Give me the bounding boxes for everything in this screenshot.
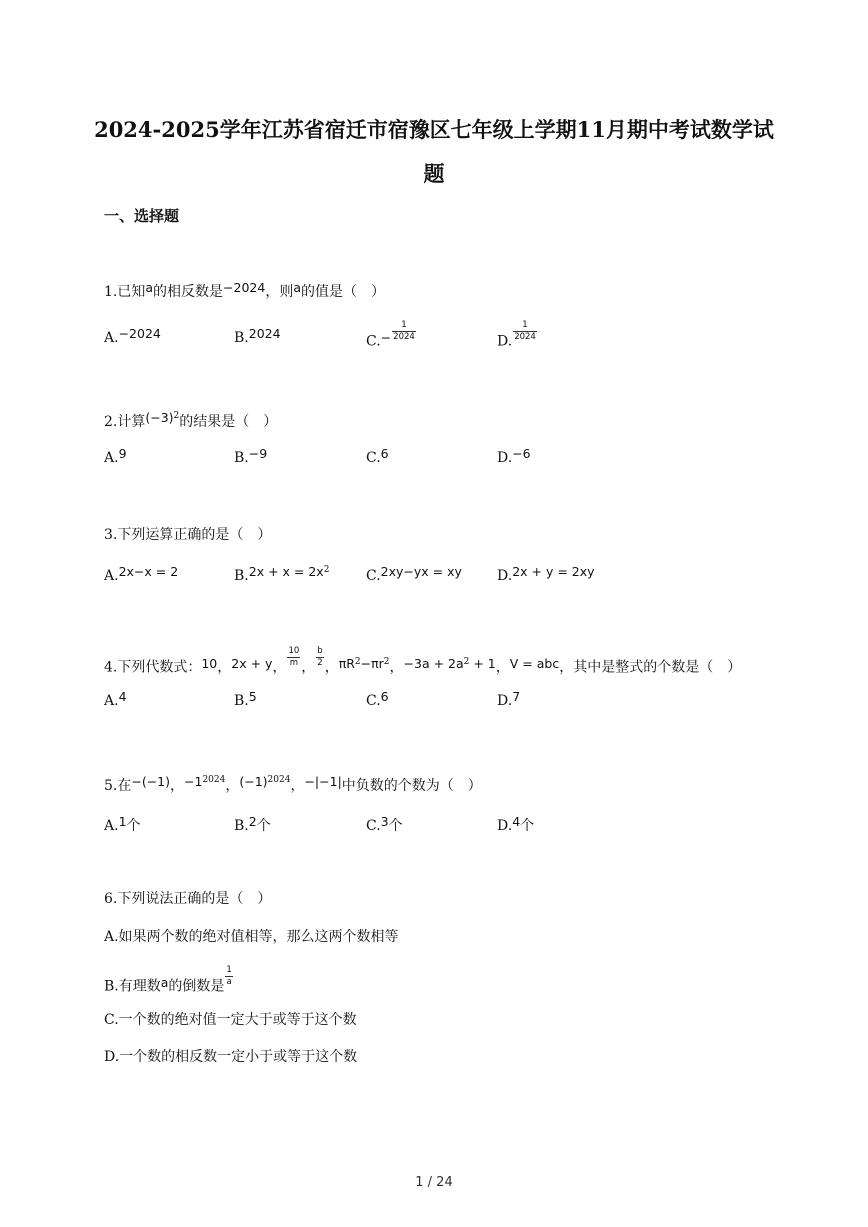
q1-options: [104, 320, 764, 354]
q4-sep: ，: [301, 659, 316, 676]
q5-math: −(−1): [131, 774, 171, 789]
option-math: 4: [512, 814, 521, 829]
q4-sep: ，: [324, 659, 339, 676]
option-c: [366, 446, 389, 466]
option-math: 2024: [248, 326, 281, 341]
q4-text: 4.下列代数式：: [104, 659, 202, 676]
option-math: 6: [380, 446, 389, 461]
option-math: 5: [248, 689, 257, 704]
option-math: 2x−x = 2: [118, 564, 179, 579]
option-unit: 个: [256, 818, 271, 834]
option-label: C.: [366, 333, 381, 350]
option-math: −6: [512, 446, 531, 461]
q5-math: (−1): [239, 774, 268, 789]
q1-text: 的相反数是: [153, 284, 224, 300]
fraction: [287, 646, 300, 669]
option-d: [497, 689, 521, 709]
option-b: [234, 326, 281, 346]
fraction-denominator: 2024: [393, 332, 415, 342]
option-label: D.: [497, 818, 513, 834]
option-label: A.: [104, 693, 119, 709]
option-math: 2xy−yx = xy: [380, 564, 462, 579]
question-5: [104, 775, 482, 795]
exponent: 2: [383, 656, 390, 667]
fraction-numerator: 1: [226, 965, 232, 975]
q4-sep: ，: [217, 659, 232, 676]
option-unit: 个: [126, 818, 141, 834]
exponent: 2: [463, 656, 470, 667]
q5-sep: ，: [290, 778, 305, 794]
option-c: [366, 564, 462, 584]
option-label: A.: [104, 450, 119, 466]
option-math: 3: [380, 814, 389, 829]
question-6: [104, 888, 271, 908]
option-text: C.一个数的绝对值一定大于或等于这个数: [104, 1012, 357, 1028]
q5-math: −1: [184, 774, 203, 789]
fraction: [513, 320, 537, 343]
q4-math: 2x + y: [231, 655, 273, 671]
option-math: 7: [512, 689, 521, 704]
q4-sep: ，: [272, 659, 287, 676]
q6-option-c: [104, 1009, 357, 1029]
exponent: 2024: [267, 775, 291, 785]
option-unit: 个: [388, 818, 403, 834]
q3-options: [104, 564, 764, 592]
fraction-denominator: a: [226, 977, 232, 987]
option-a: [104, 815, 141, 835]
exponent: 2024: [202, 775, 226, 785]
fraction-numerator: 10: [288, 646, 300, 656]
option-label: B.: [234, 450, 249, 466]
question-2: [104, 411, 277, 431]
option-a: [104, 446, 127, 466]
fraction-numerator: 1: [392, 320, 416, 332]
option-label: B.: [234, 568, 249, 584]
q5-sep: ，: [225, 778, 240, 794]
option-label: B.: [234, 693, 249, 709]
option-math: a: [160, 974, 169, 990]
q6-option-b: [104, 965, 234, 998]
option-label: A.: [104, 818, 119, 834]
q4-math: πR: [338, 655, 355, 671]
q4-sep: ，: [389, 659, 404, 676]
option-math: 9: [118, 446, 127, 461]
option-math: 6: [380, 689, 389, 704]
q1-text: ，则: [265, 284, 294, 300]
q4-sep: ，: [495, 659, 510, 676]
option-d: [497, 564, 595, 584]
option-c: [366, 320, 417, 353]
exponent: 2: [354, 656, 361, 667]
q5-sep: ，: [170, 778, 185, 794]
doc-title-line2: 题: [423, 161, 445, 186]
option-d: [497, 815, 534, 835]
option-math: −9: [248, 446, 268, 461]
option-label: D.: [497, 568, 513, 584]
q2-math: (−3): [145, 410, 174, 425]
fraction: [392, 320, 416, 343]
option-math: 4: [118, 689, 127, 704]
option-label: D.: [497, 333, 513, 350]
option-d: [497, 320, 538, 353]
q2-text: 2.计算: [104, 414, 146, 430]
option-label: C.: [366, 693, 381, 709]
option-c: [366, 815, 403, 835]
q4-math: 10: [201, 655, 218, 671]
exponent: 2: [173, 411, 180, 421]
option-math: 1: [118, 814, 127, 829]
fraction-denominator: 2: [317, 658, 323, 668]
option-math: 2x + x = 2x: [248, 564, 324, 579]
option-d: [497, 446, 531, 466]
q6-option-a: [104, 926, 399, 946]
fraction-denominator: m: [289, 658, 298, 668]
option-label: A.: [104, 568, 119, 584]
option-math: 2x + y = 2xy: [512, 564, 595, 579]
option-label: B.: [234, 818, 249, 834]
option-a: [104, 689, 127, 709]
question-3: [104, 524, 271, 544]
fraction-numerator: b: [317, 646, 323, 656]
option-c: [366, 689, 389, 709]
option-text: B.有理数: [104, 978, 161, 995]
q4-math: V = abc: [509, 655, 560, 671]
option-label: B.: [234, 330, 249, 346]
q4-math: + 1: [469, 655, 496, 671]
q5-text: 中负数的个数为（ ）: [341, 778, 482, 794]
option-math: 2: [248, 814, 257, 829]
option-b: [234, 446, 268, 466]
question-4: [104, 646, 742, 679]
option-math: −2024: [118, 326, 161, 341]
option-b: [234, 564, 330, 584]
q1-math: −2024: [223, 280, 266, 295]
option-label: A.: [104, 330, 119, 346]
option-unit: 个: [520, 818, 535, 834]
fraction: [316, 646, 323, 669]
q3-text: 3.下列运算正确的是（ ）: [104, 527, 272, 543]
q1-text: 1.已知: [104, 284, 146, 300]
q5-options: [104, 815, 764, 839]
q1-var-a: a: [293, 280, 301, 295]
option-label: C.: [366, 568, 381, 584]
option-b: [234, 689, 257, 709]
q4-math: −πr: [360, 655, 384, 671]
q6-option-d: [104, 1046, 357, 1066]
q2-options: [104, 446, 764, 474]
option-label: D.: [497, 693, 513, 709]
fraction-denominator: 2024: [514, 332, 536, 342]
q1-var-a: a: [145, 280, 154, 295]
page-number: 1 / 24: [415, 1175, 453, 1190]
option-text: D.一个数的相反数一定小于或等于这个数: [104, 1049, 358, 1065]
q5-text: 5.在: [104, 778, 132, 794]
doc-title-line1: 2024-2025学年江苏省宿迁市宿豫区七年级上学期11月期中考试数学试: [94, 117, 774, 142]
q4-math: −3a + 2a: [403, 655, 464, 671]
q2-text: 的结果是（ ）: [179, 414, 278, 430]
q4-text: ，其中是整式的个数是（ ）: [559, 659, 742, 676]
q1-text: 的值是（ ）: [301, 284, 385, 300]
q4-options: [104, 689, 764, 717]
option-label: C.: [366, 450, 381, 466]
fraction: [225, 965, 232, 988]
option-text: A.如果两个数的绝对值相等，那么这两个数相等: [104, 929, 399, 945]
fraction-numerator: 1: [513, 320, 537, 332]
option-a: [104, 326, 161, 346]
q5-math: −|−1|: [304, 774, 342, 789]
option-a: [104, 564, 179, 584]
option-b: [234, 815, 271, 835]
exponent: 2: [323, 565, 330, 575]
question-1: [104, 281, 385, 301]
option-label: C.: [366, 818, 381, 834]
option-text: 的倒数是: [168, 978, 225, 995]
option-math: −: [380, 329, 392, 345]
q6-text: 6.下列说法正确的是（ ）: [104, 891, 272, 907]
section-heading: 一、选择题: [104, 207, 180, 225]
option-label: D.: [497, 450, 513, 466]
